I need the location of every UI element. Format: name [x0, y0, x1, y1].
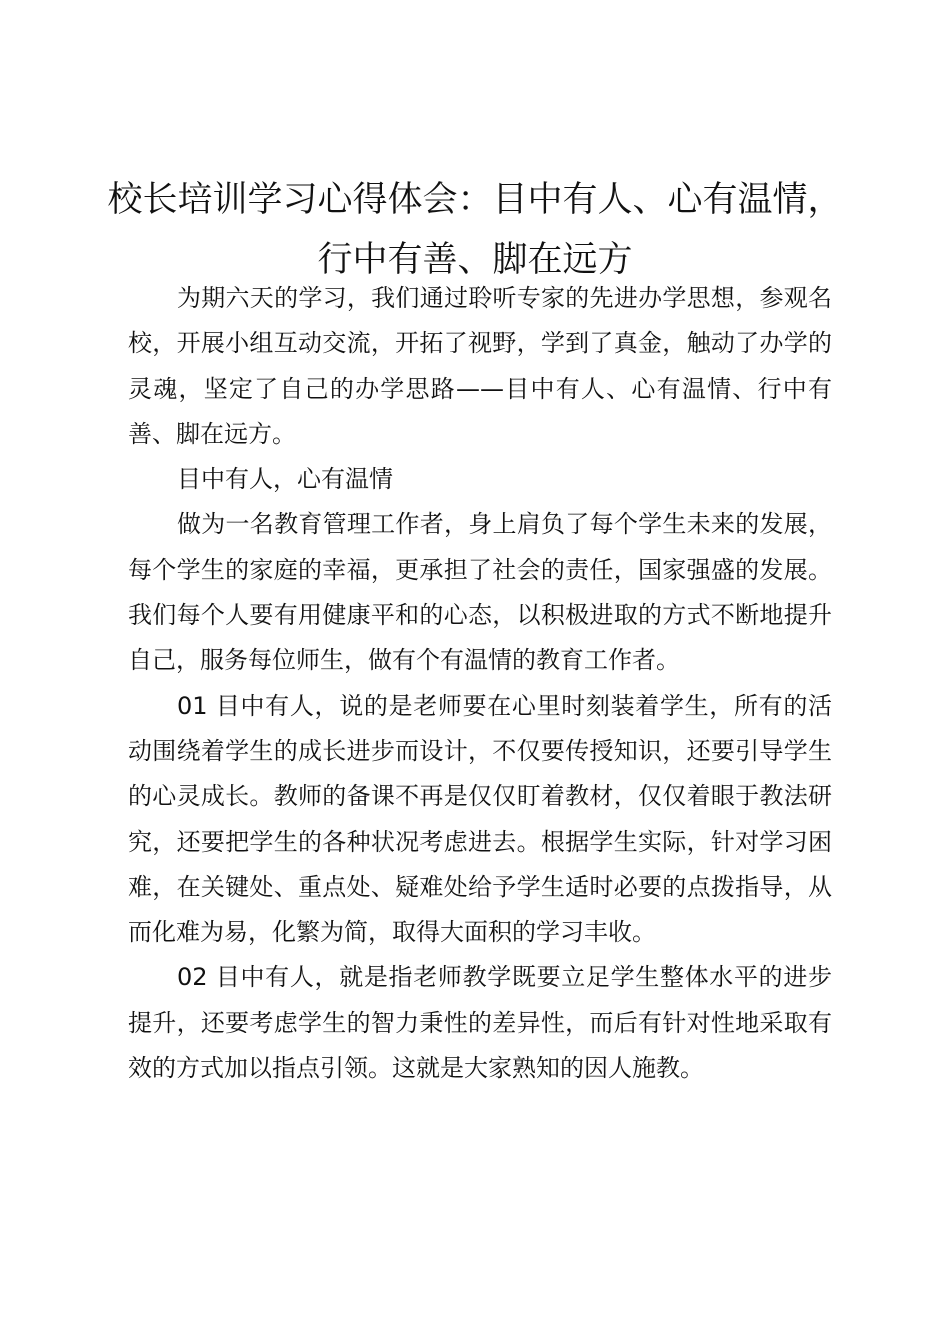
document-body	[128, 276, 832, 1091]
paragraph-educator: 做为一名教育管理工作者，身上肩负了每个学生未来的发展，每个学生的家庭的幸福，更承担了社会的责任，国家强盛的发展。我们每个人要有用健康平和的心态，以积极进取的方式不断地提升自己，服务每位师生，做有个有温情的教育工作者。	[128, 510, 832, 675]
section-heading: 目中有人，心有温情	[177, 465, 393, 494]
paragraph-point-01: 01 目中有人，说的是老师要在心里时刻装着学生，所有的活动围绕着学生的成长进步而设计，不仅要传授知识，还要引导学生的心灵成长。教师的备课不再是仅仅盯着教材，仅仅着眼于教法研究，还要把学生的各种状况考虑进去。根据学生实际，针对学习困难，在关键处、重点处、疑难处给予学生适时必要的点拨指导，从而化难为易，化繁为简，取得大面积的学习丰收。	[128, 691, 832, 947]
document-title: 校长培训学习心得体会：目中有人、心有温情，行中有善、脚在远方	[107, 180, 843, 280]
paragraph-point-02: 02 目中有人，就是指老师教学既要立足学生整体水平的进步提升，还要考虑学生的智力秉性的差异性，而后有针对性地采取有效的方式加以指点引领。这就是大家熟知的因人施教。	[128, 963, 832, 1083]
paragraph-intro: 为期六天的学习，我们通过聆听专家的先进办学思想，参观名校，开展小组互动交流，开拓了视野，学到了真金，触动了办学的灵魂，坚定了自己的办学思路——目中有人、心有温情、行中有善、脚在远方。	[128, 284, 832, 448]
